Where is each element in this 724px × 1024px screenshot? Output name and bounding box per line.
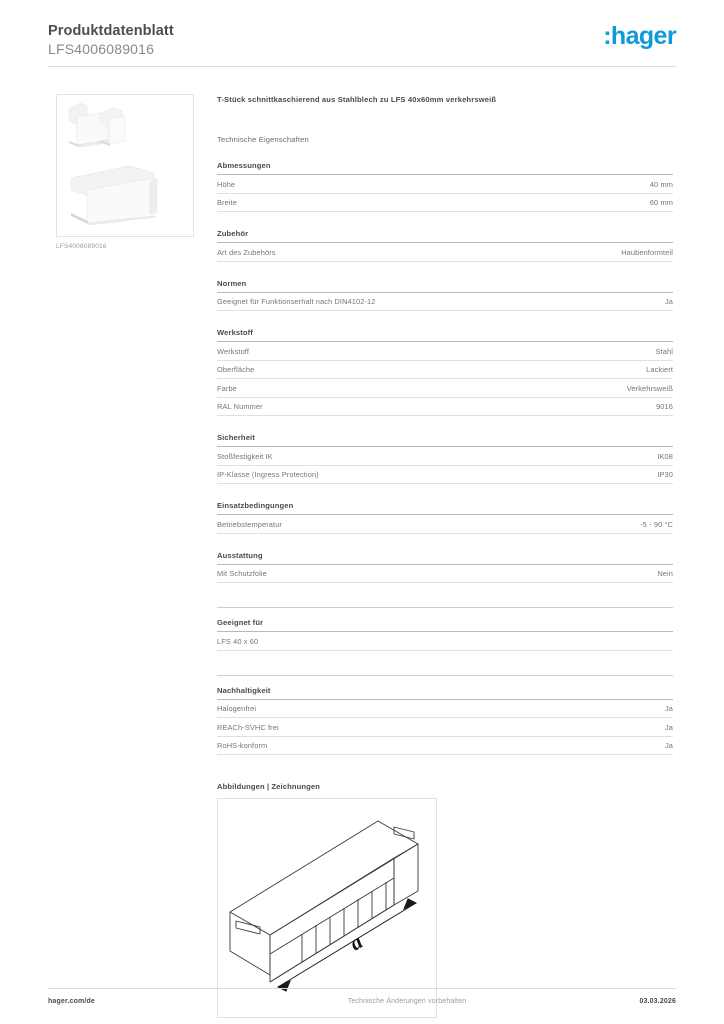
technical-drawing-graphic: [218, 799, 436, 1017]
spec-row: [217, 293, 673, 312]
spec-label: LFS 40 x 60: [217, 636, 259, 646]
spec-value: Verkehrsweiß: [626, 383, 673, 393]
spec-row: [217, 466, 673, 485]
spec-group: [217, 229, 673, 262]
footer-date: 03.03.2026: [639, 998, 676, 1005]
spec-label: Art des Zubehörs: [217, 247, 276, 257]
spec-group: [217, 433, 673, 484]
spec-group: [217, 328, 673, 416]
spec-label: Mit Schutzfolie: [217, 569, 267, 579]
spec-value: 60 mm: [649, 198, 673, 208]
page-title: Produktdatenblatt: [48, 23, 174, 39]
product-photo-graphic: [57, 95, 191, 234]
technical-properties-title: Technische Eigenschaften: [217, 135, 309, 145]
spec-row: [217, 398, 673, 417]
spec-label: Geeignet für Funktionserhalt nach DIN4102-12: [217, 297, 376, 307]
spec-label: RAL Nummer: [217, 402, 263, 412]
header-titles: [48, 22, 174, 59]
spec-value: Ja: [664, 741, 673, 751]
spec-row: [217, 243, 673, 262]
spec-group: [217, 607, 673, 651]
spec-value: -5 - 90 °C: [640, 519, 673, 529]
spec-row: [217, 632, 673, 651]
footer-website[interactable]: hager.com/de: [48, 998, 95, 1005]
spec-row: [217, 737, 673, 756]
hager-logo: :hager: [603, 22, 676, 50]
spec-value: Ja: [664, 297, 673, 307]
spec-row: [217, 361, 673, 380]
spec-label: Breite: [217, 198, 238, 208]
spec-label: Halogenfrei: [217, 704, 257, 714]
spec-row: [217, 194, 673, 213]
product-reference: LFS4006089016: [48, 41, 155, 58]
spec-group-title: Geeignet für: [217, 618, 673, 632]
spec-value: IP30: [657, 470, 673, 480]
header-divider: [48, 66, 676, 67]
spec-group: [217, 161, 673, 212]
page-header: [48, 22, 676, 68]
spec-row: [217, 379, 673, 398]
spec-value: IK08: [657, 451, 673, 461]
spec-label: Höhe: [217, 179, 236, 189]
spec-value: 40 mm: [649, 179, 673, 189]
drawings-title: Abbildungen | Zeichnungen: [217, 782, 320, 792]
spec-value: Haubenformteil: [621, 247, 673, 257]
spec-group-title: Nachhaltigkeit: [217, 686, 673, 700]
spec-label: Farbe: [217, 383, 237, 393]
spec-group-title: Zubehör: [217, 229, 673, 243]
main-content: [217, 94, 673, 1018]
spec-group: [217, 675, 673, 756]
spec-value: Ja: [664, 704, 673, 714]
spec-value: Stahl: [655, 346, 673, 356]
spec-group-title: Ausstattung: [217, 551, 673, 565]
spec-label: IP-Klasse (Ingress Protection): [217, 470, 319, 480]
spec-group-title: Sicherheit: [217, 433, 673, 447]
spec-label: Oberfläche: [217, 365, 255, 375]
spec-label: RoHS-konform: [217, 741, 268, 751]
spec-label: Stoßfestigkeit IK: [217, 451, 273, 461]
product-image-caption: LFS4006089016: [56, 243, 107, 250]
page-footer: [48, 998, 676, 1005]
spec-value: Lackiert: [646, 365, 673, 375]
spec-label: Werkstoff: [217, 346, 250, 356]
spec-row: [217, 175, 673, 194]
spec-row: [217, 700, 673, 719]
dimension-label-a: a: [345, 929, 367, 956]
spec-value: Nein: [657, 569, 673, 579]
spec-row: [217, 565, 673, 584]
spec-group-title: Normen: [217, 279, 673, 293]
product-image: [56, 94, 194, 237]
spec-label: Betriebstemperatur: [217, 519, 283, 529]
spec-group-title: Werkstoff: [217, 328, 673, 342]
spec-groups: [217, 161, 673, 755]
spec-group-title: Abmessungen: [217, 161, 673, 175]
spec-group: [217, 551, 673, 584]
footer-divider: [48, 988, 676, 989]
spec-group: [217, 501, 673, 534]
spec-row: [217, 515, 673, 534]
product-description: T-Stück schnittkaschierend aus Stahlblech zu LFS 40x60mm verkehrsweiß: [217, 95, 497, 104]
spec-group-title: Einsatzbedingungen: [217, 501, 673, 515]
spec-row: [217, 718, 673, 737]
spec-value: 9016: [656, 402, 673, 412]
spec-row: [217, 447, 673, 466]
spec-label: REACh-SVHC frei: [217, 722, 279, 732]
footer-disclaimer: Technische Änderungen vorbehalten: [347, 998, 467, 1005]
technical-drawing: [217, 798, 437, 1018]
spec-value: Ja: [664, 722, 673, 732]
spec-group: [217, 279, 673, 312]
spec-row: [217, 342, 673, 361]
